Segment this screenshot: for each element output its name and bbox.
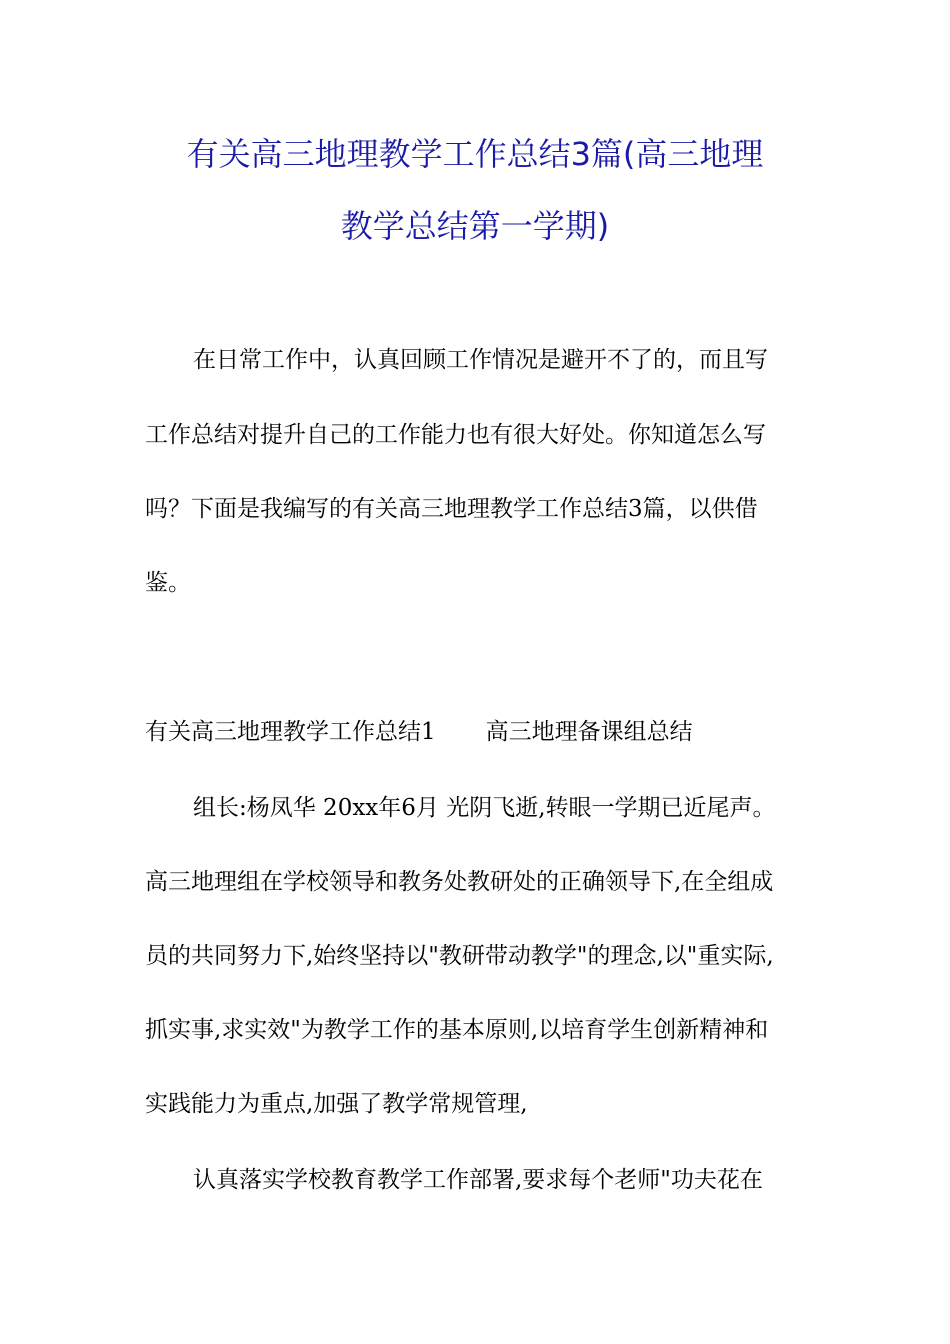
- paragraph1-line-2: 高三地理组在学校领导和教务处教研处的正确领导下,在全组成: [145, 869, 774, 895]
- document-title-line-1: 有关高三地理教学工作总结3篇(高三地理: [186, 135, 764, 173]
- intro-line-4: 鉴。: [145, 570, 191, 596]
- section-heading-subtitle: 高三地理备课组总结: [485, 719, 693, 745]
- section-heading: [145, 717, 693, 747]
- intro-line-3: 吗？下面是我编写的有关高三地理教学工作总结3篇，以供借: [145, 496, 758, 522]
- document-title-line-2: 教学总结第一学期): [340, 207, 610, 245]
- paragraph1-line-1: 组长:杨凤华 20xx年6月 光阴飞逝,转眼一学期已近尾声。: [193, 795, 776, 821]
- paragraph2-line-1: 认真落实学校教育教学工作部署,要求每个老师"功夫花在: [193, 1167, 763, 1193]
- section-heading-number: 有关高三地理教学工作总结1: [145, 719, 436, 745]
- paragraph1-line-3: 员的共同努力下,始终坚持以"教研带动教学"的理念,以"重实际,: [145, 943, 774, 969]
- paragraph1-line-5: 实践能力为重点,加强了教学常规管理,: [145, 1091, 528, 1117]
- intro-line-2: 工作总结对提升自己的工作能力也有很大好处。你知道怎么写: [145, 422, 766, 448]
- intro-line-1: 在日常工作中，认真回顾工作情况是避开不了的，而且写: [193, 347, 768, 373]
- paragraph1-line-4: 抓实事,求实效"为教学工作的基本原则,以培育学生创新精神和: [145, 1017, 769, 1043]
